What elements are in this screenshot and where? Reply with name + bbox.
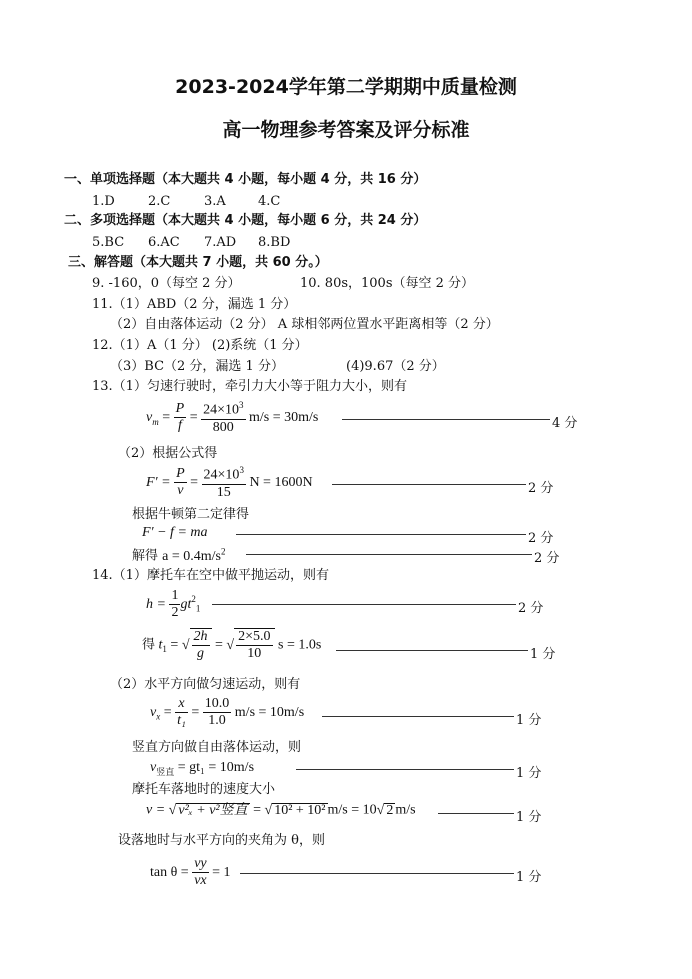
leader-line [296,769,514,770]
q14-eq3: $v_x$ = $\frac{x}{\text{t₁}}$ = $\frac{10.0}{1.0}$ m/s = 10m/s [150,696,305,729]
q13-eq1: $v_m$ = $\frac{P}{f}$ = $\frac{24\times 10^3}{800}$ m/s = 30m/s [146,400,319,435]
q13-newton: 根据牛顿第二定律得 [132,507,250,522]
answer-8: 8.BD [258,235,291,250]
q14-intro: 14.（1）摩托车在空中做平抛运动，则有 [92,568,329,583]
leader-line [240,873,514,874]
answer-7: 7.AD [204,235,237,250]
answer-1: 1.D [92,194,115,209]
q14-eq4: $v_{竖直} = gt_1 = 10m/s$ [150,760,255,777]
leader-line [246,554,532,555]
answer-4: 4.C [258,194,281,209]
answer-5: 5.BC [92,235,125,250]
q14-eq1: h = $\frac{1}{2}$ $gt^2_1$ [146,588,201,621]
leader-line [322,716,514,717]
leader-line [438,813,514,814]
section-3-heading: 三、解答题（本大题共 7 小题，共 60 分。） [68,255,328,270]
score-points: 2 分 [528,481,554,496]
q14-landing: 摩托车落地时的速度大小 [132,782,276,797]
q11-part1: 11.（1）ABD（2 分，漏选 1 分） [92,297,297,312]
score-points: 4 分 [552,416,578,431]
score-points: 1 分 [516,713,542,728]
q13-part2: （2）根据公式得 [118,446,218,461]
section-2-heading: 二、多项选择题（本大题共 4 小题，每小题 6 分，共 24 分） [64,213,427,228]
score-points: 1 分 [516,766,542,781]
q14-eq5: v = √ v²ₓ + v²竖直 = √ 10² + 10² m/s = 10√ 2 m/s [146,802,416,818]
q10-answer: 10. 80s，100s（每空 2 分） [300,276,475,291]
section-1-heading: 一、单项选择题（本大题共 4 小题，每小题 4 分，共 16 分） [64,172,427,187]
score-points: 2 分 [528,531,554,546]
leader-line [336,650,528,651]
q12-part4: (4)9.67（2 分） [346,359,445,374]
q14-eq2: 得 $t_1$ = √ $\frac{2h}{g}$ = √ $\frac{2\times 5.0}{10}$ s = 1.0s [142,629,322,662]
q12-part1-2: 12.（1）A（1 分） (2)系统（1 分） [92,338,308,353]
page-subtitle: 高一物理参考答案及评分标准 [222,119,470,141]
q9-answer: 9. -160，0（每空 2 分） [92,276,241,291]
leader-line [212,604,516,605]
q11-part2: （2）自由落体运动（2 分） A 球相邻两位置水平距离相等（2 分） [110,317,499,332]
answer-2: 2.C [148,194,171,209]
page-title: 2023-2024学年第二学期期中质量检测 [175,76,517,98]
q13-eq4: 解得 $a = 0.4m/s^2$ [132,546,226,564]
leader-line [332,484,526,485]
answer-6: 6.AC [148,235,180,250]
q14-vertical: 竖直方向做自由落体运动，则 [132,740,302,755]
answer-3: 3.A [204,194,226,209]
q13-eq2: F′ = $\frac{P}{v}$ = $\frac{24\times 10^3}{15}$ N = 1600N [146,465,313,500]
score-points: 2 分 [518,601,544,616]
score-points: 2 分 [534,551,560,566]
q14-angle: 设落地时与水平方向的夹角为 θ，则 [118,833,325,848]
score-points: 1 分 [516,810,542,825]
score-points: 1 分 [530,647,556,662]
q14-part2: （2）水平方向做匀速运动，则有 [110,677,301,692]
q13-eq3: F′ − f = ma [142,525,208,540]
q12-part3: （3）BC（2 分，漏选 1 分） [110,359,284,374]
q14-eq6: tan θ = $\frac{vy}{vx}$ = 1 [150,856,231,889]
leader-line [236,534,526,535]
score-points: 1 分 [516,870,542,885]
q13-intro: 13.（1）匀速行驶时，牵引力大小等于阻力大小，则有 [92,379,407,394]
leader-line [342,419,550,420]
